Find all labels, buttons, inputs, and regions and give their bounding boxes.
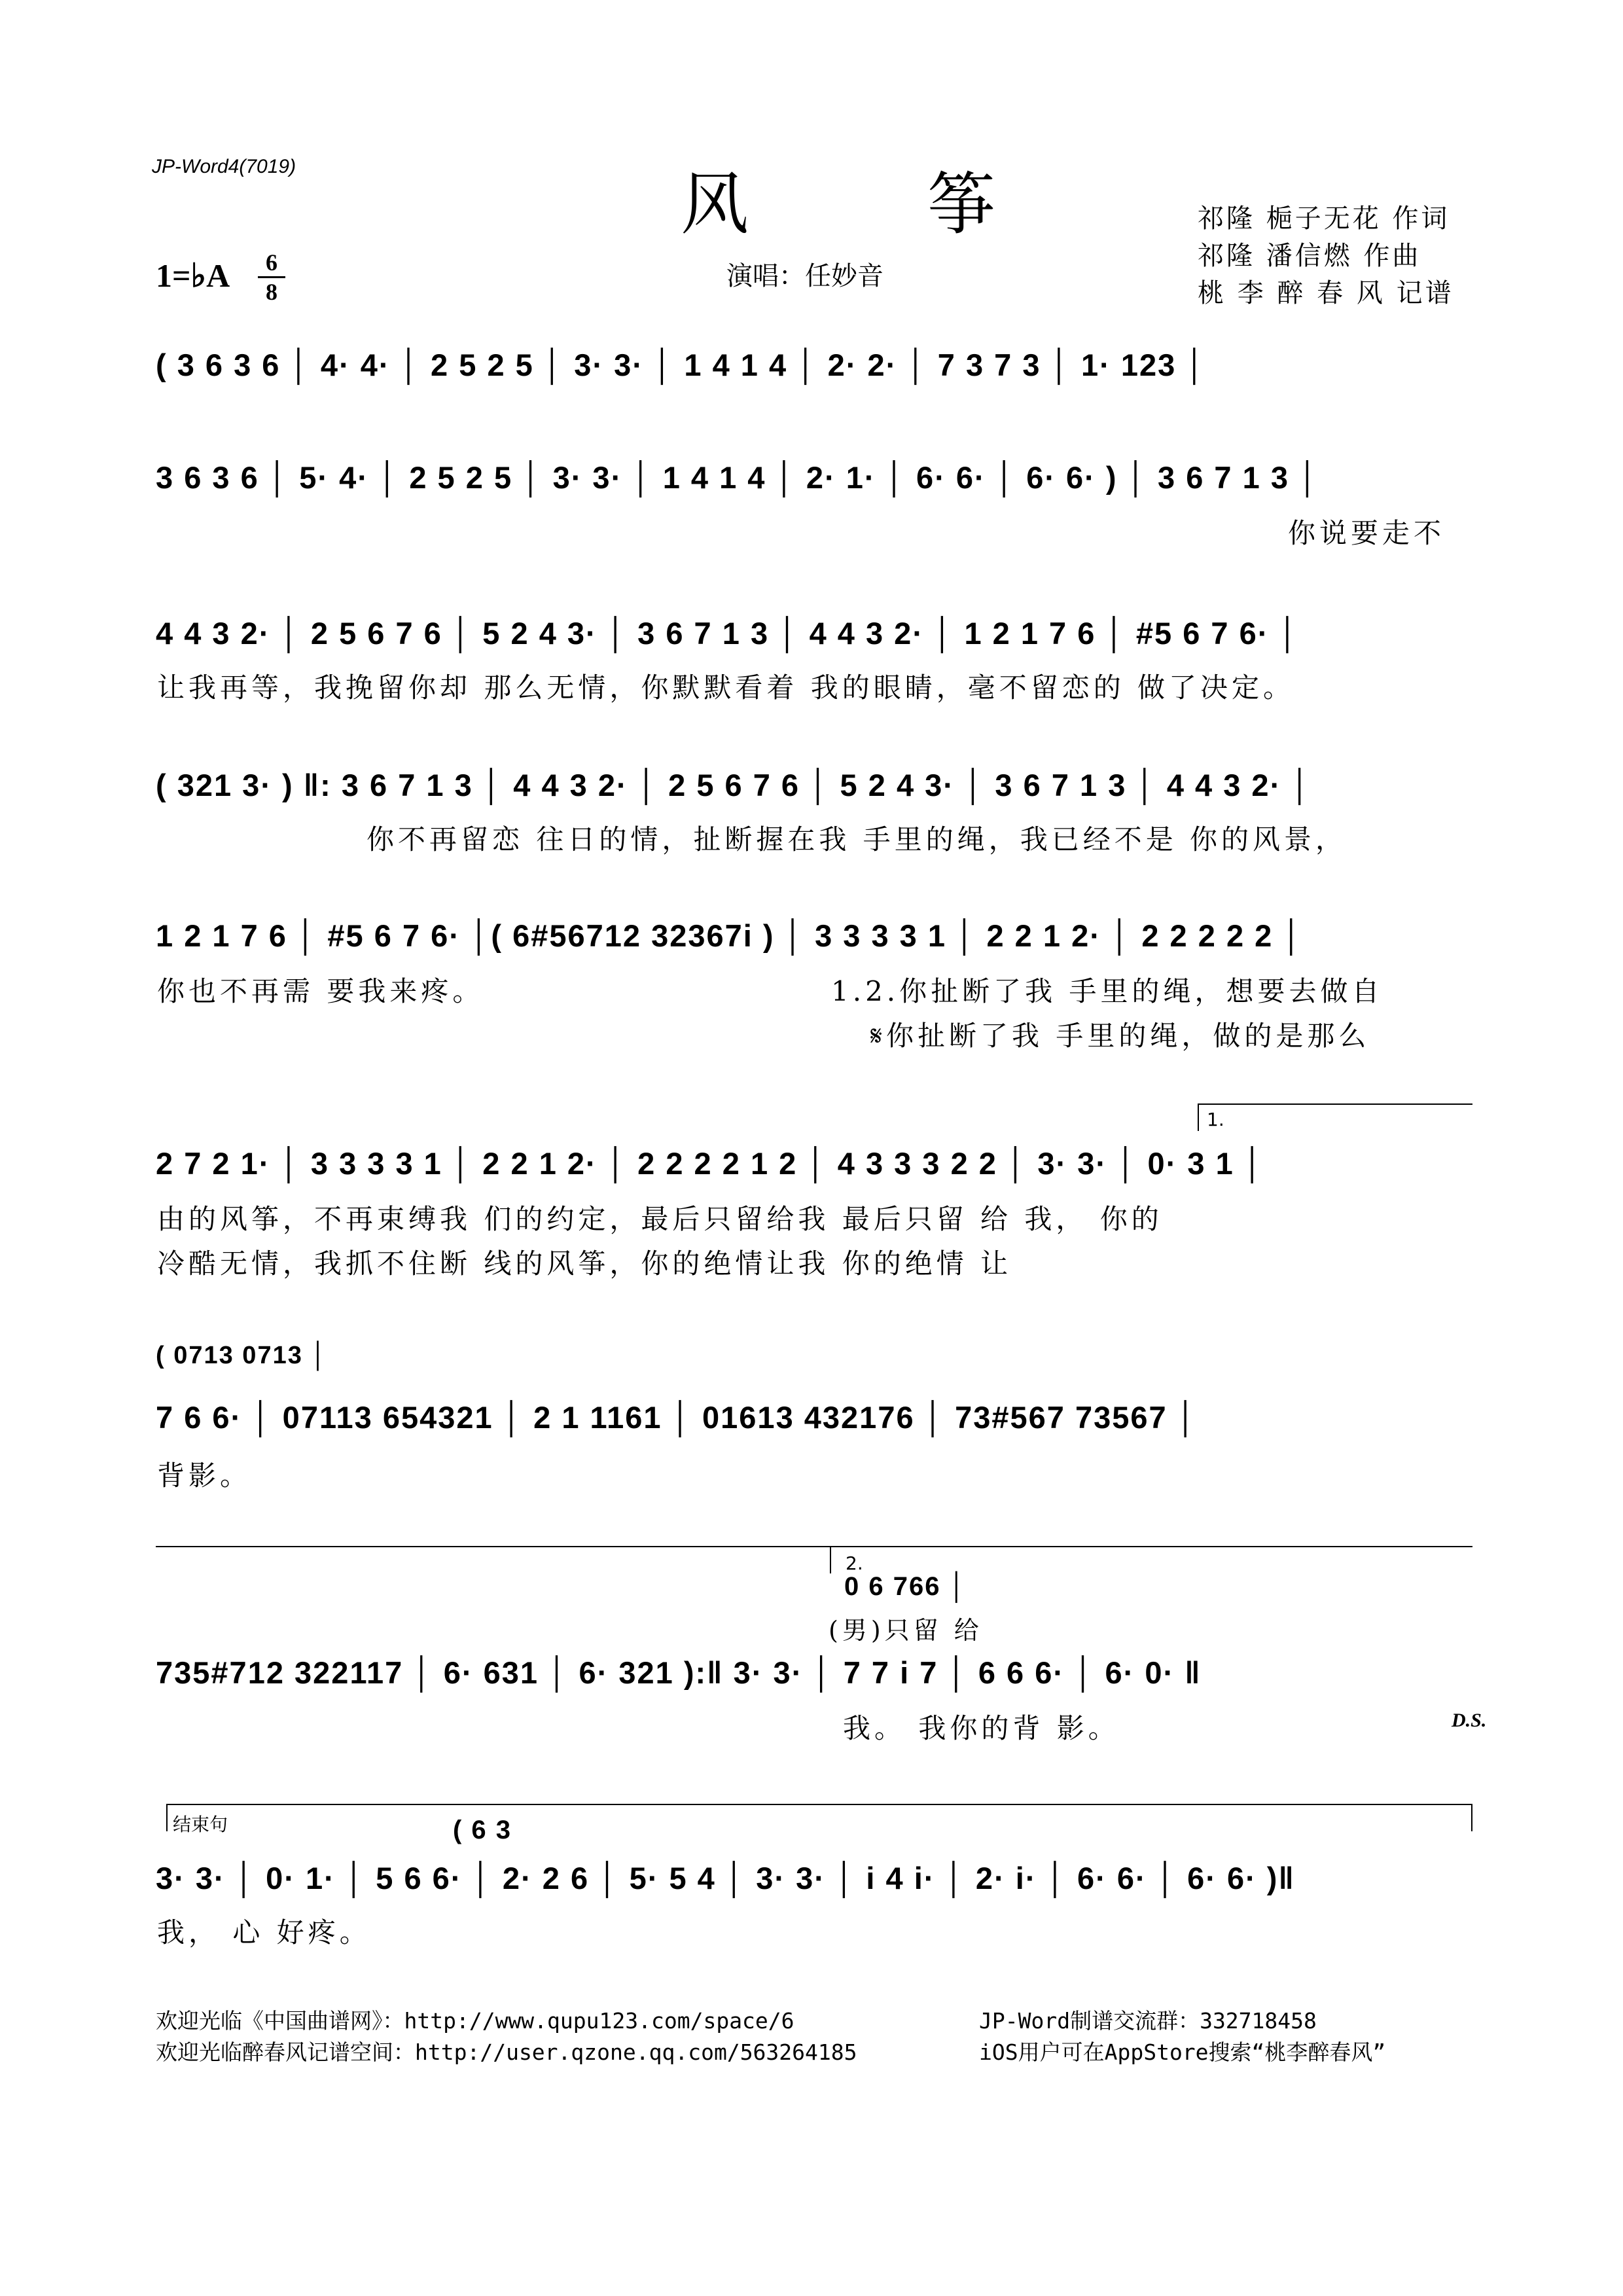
- volta-2-hook: [830, 1547, 831, 1573]
- score-line-8-upper: 0 6 766 │: [844, 1572, 967, 1601]
- app-tag: JP-Word4(7019): [152, 156, 296, 177]
- time-sig-bar: [258, 276, 285, 278]
- credits: [1198, 200, 1454, 312]
- score-line-7-upper: ( 0713 0713 │: [156, 1342, 329, 1369]
- footer-line-1-right: JP-Word制谱交流群：332718458: [979, 2008, 1317, 2034]
- coda-hook-left: [166, 1805, 168, 1831]
- time-signature: [255, 250, 288, 304]
- singer: 演唱：任妙音: [726, 261, 883, 291]
- lyric-line-5a: 你也不再需 要我来疼。: [157, 975, 484, 1007]
- lyric-line-6b: 冷酷无情，我抓不住断 线的风筝，你的绝情让我 你的绝情 让: [157, 1247, 1012, 1280]
- score-line-9-upper: ( 6 3: [453, 1816, 512, 1844]
- volta-1-label: 1.: [1207, 1109, 1224, 1130]
- lyric-line-2: 你说要走不: [1288, 517, 1446, 549]
- score-line-1: ( 3 6 3 6 │ 4· 4· │ 2 5 2 5 │ 3· 3· │ 1 4 1 4 │ 2· 2· │ 7 3 7 3 │ 1· 123 │: [156, 348, 1207, 382]
- volta-2-label: 2.: [846, 1552, 863, 1574]
- lyric-line-5c: 𝄋你扯断了我 手里的绳，做的是那么: [870, 1020, 1370, 1052]
- lyric-line-5b: 1.2.你扯断了我 手里的绳，想要去做自: [831, 975, 1383, 1007]
- coda-hook-right: [1471, 1805, 1472, 1831]
- lyric-line-8: 我。 我你的背 影。: [843, 1712, 1120, 1744]
- score-line-7: 7 6 6· │ 07113 654321 │ 2 1 1161 │ 01613 432176 │ 73#567 73567 │: [156, 1400, 1198, 1435]
- credit-transcriber: 桃 李 醉 春 风 记谱: [1198, 278, 1454, 308]
- footer-line-1-left: 欢迎光临《中国曲谱网》：http://www.qupu123.com/space/6: [156, 2008, 794, 2034]
- score-line-5: 1 2 1 7 6 │ #5 6 7 6· │( 6#56712 32367i ) │ 3 3 3 3 1 │ 2 2 1 2· │ 2 2 2 2 2 │: [156, 918, 1304, 953]
- lyric-line-4: 你不再留恋 往日的情，扯断握在我 手里的绳，我已经不是 你的风景，: [366, 823, 1347, 855]
- lyric-line-8-upper: (男)只留 给: [829, 1616, 983, 1645]
- song-title: 风 筝: [681, 164, 1075, 244]
- footer-line-2-right: iOS用户可在AppStore搜索“桃李醉春风”: [979, 2039, 1386, 2065]
- score-line-9: 3· 3· │ 0· 1· │ 5 6 6· │ 2· 2 6 │ 5· 5 4 │ 3· 3· │ i 4 i· │ 2· i· │ 6· 6· │ 6· 6· )‖: [156, 1861, 1295, 1895]
- score-line-2: 3 6 3 6 │ 5· 4· │ 2 5 2 5 │ 3· 3· │ 1 4 1 4 │ 2· 1· │ 6· 6· │ 6· 6· ) │ 3 6 7 1 3 │: [156, 460, 1320, 495]
- lyric-line-7: 背影。: [157, 1460, 252, 1492]
- system-8-top-rule: [156, 1546, 1472, 1547]
- score-line-6: 2 7 2 1· │ 3 3 3 3 1 │ 2 2 1 2· │ 2 2 2 2 1 2 │ 4 3 3 3 2 2 │ 3· 3· │ 0· 3 1 │: [156, 1146, 1265, 1181]
- time-sig-bottom: 8: [266, 279, 277, 305]
- score-line-3: 4 4 3 2· │ 2 5 6 7 6 │ 5 2 4 3· │ 3 6 7 1 3 │ 4 4 3 2· │ 1 2 1 7 6 │ #5 6 7 6· │: [156, 616, 1300, 651]
- footer-line-2-left: 欢迎光临醉春风记谱空间：http://user.qzone.qq.com/563264185: [156, 2039, 857, 2065]
- volta-1-hook: [1198, 1105, 1199, 1131]
- credit-lyricist: 祁隆 梔子无花 作词: [1198, 204, 1450, 234]
- credit-composer: 祁隆 潘信燃 作曲: [1198, 241, 1421, 271]
- lyric-line-6a: 由的风筝，不再束缚我 们的约定，最后只留给我 最后只留 给 我， 你的: [157, 1203, 1163, 1235]
- lyric-line-3: 让我再等，我挽留你却 那么无情，你默默看着 我的眼睛，毫不留恋的 做了决定。: [157, 672, 1295, 704]
- lyric-line-9: 我， 心 好疼。: [157, 1916, 371, 1948]
- coda-label: 结束句: [173, 1814, 228, 1835]
- score-line-4: ( 321 3· ) ‖: 3 6 7 1 3 │ 4 4 3 2· │ 2 5 6 7 6 │ 5 2 4 3· │ 3 6 7 1 3 │ 4 4 3 2· │: [156, 768, 1312, 802]
- score-line-8: 735#712 322117 │ 6· 631 │ 6· 321 ):‖ 3· 3· │ 7 7 i 7 │ 6 6 6· │ 6· 0· ‖: [156, 1655, 1202, 1690]
- da-segno-mark: D.S.: [1452, 1710, 1487, 1731]
- key-signature: 1=♭A: [156, 257, 230, 294]
- volta-1-bracket: [1198, 1103, 1472, 1130]
- time-sig-top: 6: [266, 249, 277, 276]
